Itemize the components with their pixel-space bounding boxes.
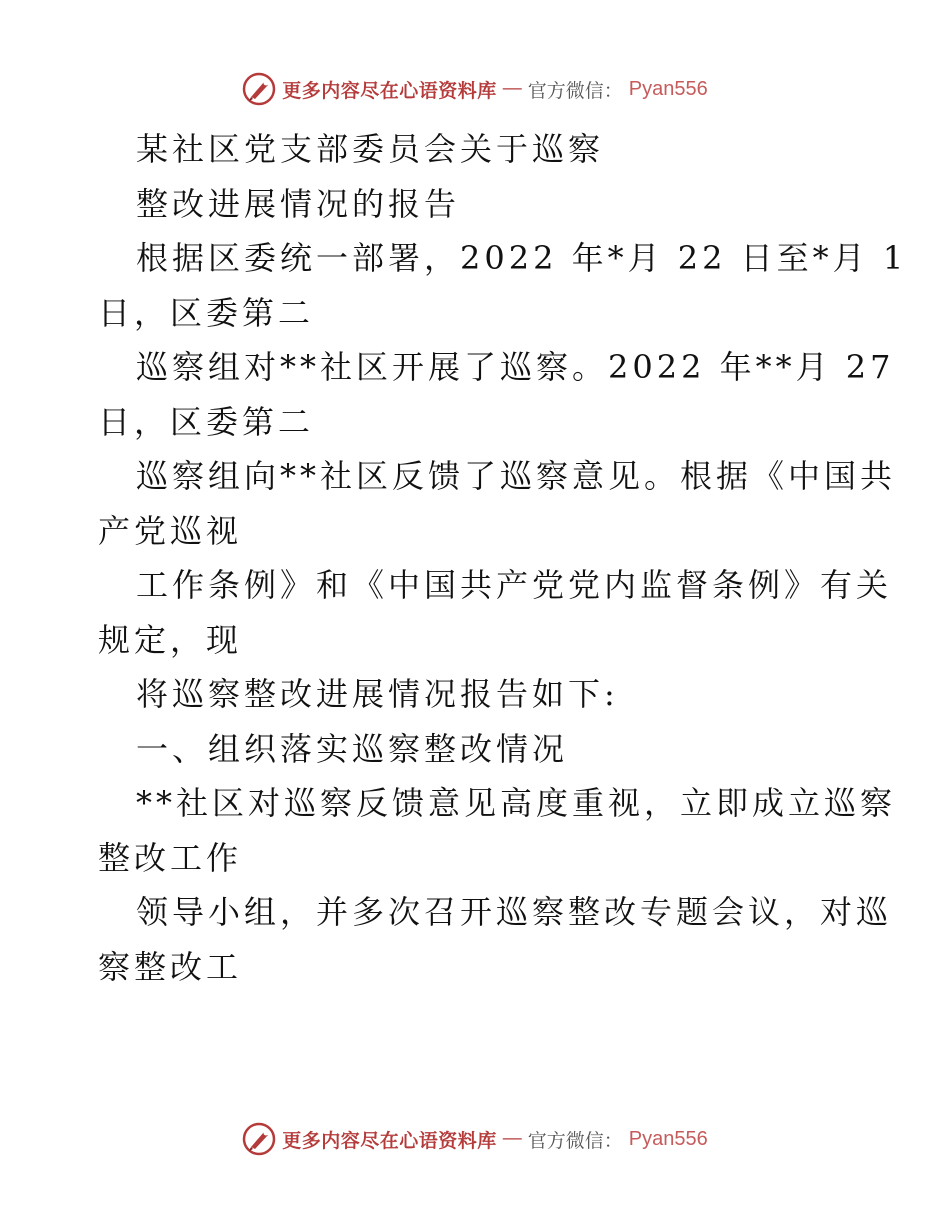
watermark-brand-text: 更多内容尽在心语资料库 xyxy=(282,1129,497,1152)
doc-line: 察整改工 xyxy=(98,947,243,986)
doc-line: **社区对巡察反馈意见高度重视，立即成立巡察 xyxy=(136,784,897,822)
watermark-wechat-id: Pyan556 xyxy=(628,77,708,100)
footer-watermark xyxy=(0,1122,950,1156)
watermark-dash: — xyxy=(502,1128,522,1149)
doc-title-line-2: 整改进展情况的报告 xyxy=(136,184,461,223)
watermark-label: 官方微信： xyxy=(527,79,623,102)
document-body xyxy=(98,122,908,994)
pen-logo-icon xyxy=(242,1122,276,1156)
watermark-wechat-id: Pyan556 xyxy=(628,1127,708,1150)
doc-title-line-1: 某社区党支部委员会关于巡察 xyxy=(136,130,605,168)
watermark-brand-text: 更多内容尽在心语资料库 xyxy=(282,79,497,102)
doc-line: 巡察组对**社区开展了巡察。2022 年**月 27 xyxy=(136,348,895,386)
doc-line: 日，区委第二 xyxy=(98,402,315,441)
doc-line: 日，区委第二 xyxy=(98,293,315,332)
watermark-dash: — xyxy=(502,78,522,99)
doc-line: 领导小组，并多次召开巡察整改专题会议，对巡 xyxy=(136,893,893,931)
doc-line: 整改工作 xyxy=(98,838,243,877)
pen-logo-icon xyxy=(242,72,276,106)
section-heading: 一、组织落实巡察整改情况 xyxy=(136,729,569,768)
doc-line: 巡察组向**社区反馈了巡察意见。根据《中国共 xyxy=(136,457,897,495)
doc-line: 工作条例》和《中国共产党党内监督条例》有关 xyxy=(136,566,893,604)
doc-line: 将巡察整改进展情况报告如下: xyxy=(136,675,619,713)
watermark-label: 官方微信： xyxy=(527,1129,623,1152)
doc-line: 规定，现 xyxy=(98,620,243,659)
doc-line: 产党巡视 xyxy=(98,511,243,550)
doc-line: 根据区委统一部署，2022 年*月 22 日至*月 1 xyxy=(136,239,908,277)
header-watermark xyxy=(0,72,950,106)
